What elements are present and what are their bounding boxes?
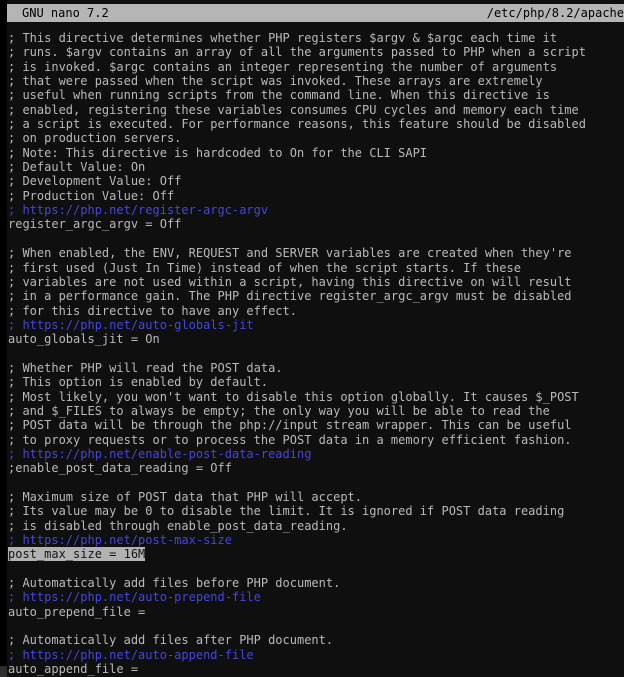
- editor-line: ;enable_post_data_reading = Off: [8, 461, 232, 476]
- editor-line: ; a script is executed. For performance reasons, this feature should be disabled: [8, 117, 586, 132]
- editor-line: auto_prepend_file =: [8, 604, 146, 619]
- editor-line: ; Its value may be 0 to disable the limit. It is ignored if POST data reading: [8, 504, 565, 519]
- blank-line: [8, 347, 624, 361]
- nano-titlebar: [7, 4, 624, 22]
- editor-line: ; useful when running scripts from the command line. When this directive is: [8, 88, 550, 103]
- editor-line: ; Whether PHP will read the POST data.: [8, 360, 283, 375]
- selection-highlight: post_max_size = 16M: [8, 547, 146, 562]
- url-link-line[interactable]: ; https://php.net/auto-prepend-file: [8, 590, 261, 605]
- editor-line: ; This directive determines whether PHP registers $argv & $argc each time it: [8, 31, 558, 45]
- editor-line: ; on production servers.: [8, 131, 182, 146]
- editor-line: ; that were passed when the script was invoked. These arrays are extremely: [8, 74, 543, 89]
- editor-line: ; This option is enabled by default.: [8, 375, 269, 390]
- blank-line: [8, 562, 624, 576]
- editor-line: ; Maximum size of POST data that PHP will accept.: [8, 490, 363, 504]
- editor-line: ; and $_FILES to always be empty; the only way you will be able to read the: [8, 403, 550, 418]
- editor-line: ; first used (Just In Time) instead of when the script starts. If these: [8, 260, 521, 275]
- editor-line: ; POST data will be through the php://input stream wrapper. This can be useful: [8, 418, 572, 433]
- highlighted-setting-line: [8, 547, 624, 561]
- editor-line: ; is invoked. $argc contains an integer representing the number of arguments: [8, 59, 558, 74]
- editor-line: ; Automatically add files before PHP document.: [8, 576, 341, 591]
- editor-line: ; Production Value: Off: [8, 188, 175, 203]
- editor-line: register_argc_argv = Off: [8, 217, 182, 232]
- editor-line: ; for this directive to have any effect.: [8, 303, 297, 318]
- url-link-line[interactable]: ; https://php.net/post-max-size: [8, 533, 232, 548]
- editor-line: ; When enabled, the ENV, REQUEST and SERVER variables are created when they're: [8, 246, 572, 261]
- app-title: GNU nano 7.2: [22, 6, 109, 20]
- url-link-line[interactable]: ; https://php.net/enable-post-data-reading: [8, 446, 312, 461]
- editor-line: ; variables are not used within a script, having this directive on will result: [8, 274, 572, 289]
- editor-line: ; enabled, registering these variables consumes CPU cycles and memory each time: [8, 102, 579, 117]
- url-link-line[interactable]: ; https://php.net/register-argc-argv: [8, 203, 269, 218]
- editor-line: ; Default Value: On: [8, 160, 146, 175]
- window-resize-corner: [0, 666, 7, 677]
- editor-line: ; Note: This directive is hardcoded to On for the CLI SAPI: [8, 145, 428, 160]
- file-path: /etc/php/8.2/apache: [486, 6, 624, 20]
- editor-line: ; to proxy requests or to process the POST data in a memory efficient fashion.: [8, 432, 572, 447]
- window-left-border: [0, 0, 7, 677]
- editor-line: ; runs. $argv contains an array of all the arguments passed to PHP when a script: [8, 45, 586, 60]
- url-link-line[interactable]: ; https://php.net/auto-globals-jit: [8, 317, 254, 332]
- blank-line: [8, 232, 624, 246]
- blank-line: [8, 619, 624, 633]
- editor-line: ; Most likely, you won't want to disable this option globally. It causes $_POST: [8, 389, 579, 404]
- blank-line: [8, 476, 624, 490]
- editor-line: auto_append_file =: [8, 662, 139, 677]
- editor-line: ; Automatically add files after PHP document.: [8, 633, 334, 648]
- editor-line: auto_globals_jit = On: [8, 332, 160, 347]
- editor-line: ; is disabled through enable_post_data_reading.: [8, 518, 348, 533]
- editor-area[interactable]: [7, 22, 624, 677]
- editor-line: ; Development Value: Off: [8, 174, 182, 189]
- editor-line: ; in a performance gain. The PHP directive register_argc_argv must be disabled: [8, 289, 572, 304]
- url-link-line[interactable]: ; https://php.net/auto-append-file: [8, 647, 254, 662]
